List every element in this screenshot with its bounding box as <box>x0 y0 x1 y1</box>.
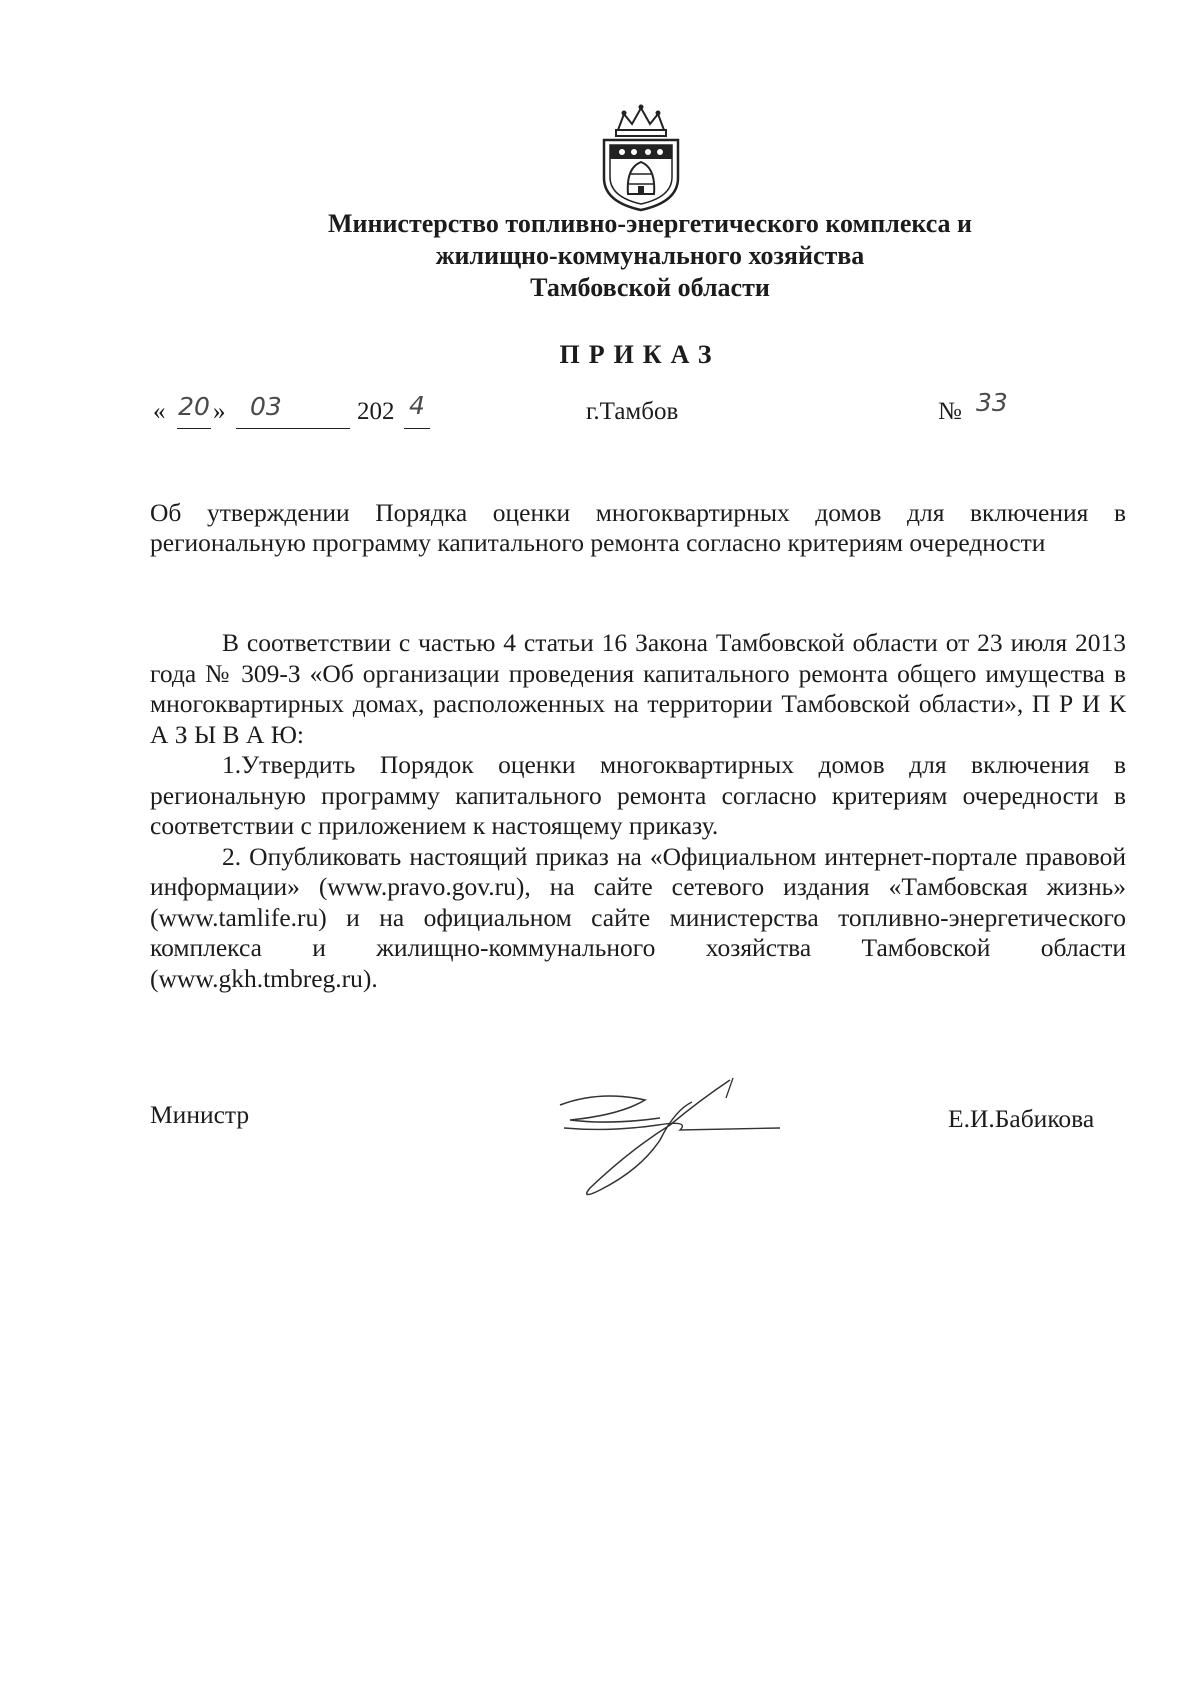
order-item-2: 2. Опубликовать настоящий приказ на «Официальном интернет-портале правовой информации» (www.pravo.gov.ru), на сайте сетевого издания «Тамбовская жизнь» (www.tamlife.ru) и на официальном сайте министерства топливно-энергетического комплекса и жилищно-коммунального хозяйства Тамбовской области (www.gkh.tmbreg.ru). <box>150 841 1126 993</box>
ministry-name-line-2: жилищно-коммунального хозяйства <box>435 241 865 270</box>
date-quote-close: » <box>213 398 226 425</box>
order-item-1: 1.Утвердить Порядок оценки многоквартирных домов для включения в региональную программу капитального ремонта согласно критериям очередности в соответствии с приложением к настоящему приказу. <box>150 750 1126 840</box>
date-year-prefix: 202 <box>357 398 395 425</box>
date-year-digit: 4 <box>404 392 430 429</box>
date-month: 03 <box>236 392 350 429</box>
order-subject: Об утверждении Порядка оценки многоквартирных домов для включения в региональную программу капитального ремонта согласно критериям очередности <box>150 498 1126 557</box>
ministry-header <box>150 208 1150 304</box>
ministry-name-line-3: Тамбовской области <box>530 273 770 302</box>
coat-of-arms-icon <box>596 102 686 212</box>
order-body <box>150 628 1126 994</box>
document-type-title: ПРИКАЗ <box>559 340 721 369</box>
place-of-issue: г.Тамбов <box>586 398 679 425</box>
date-day: 20 <box>177 392 211 429</box>
order-number: 33 <box>976 388 1008 417</box>
ministry-name-line-1: Министерство топливно-энергетического комплекса и <box>327 209 973 238</box>
order-number-label: № <box>938 398 962 425</box>
preamble-paragraph: В соответствии с частью 4 статьи 16 Закона Тамбовской области от 23 июля 2013 года № 309-З «Об организации проведения капитального ремонта общего имущества в многоквартирных домах, расположенных на территории Тамбовской области», П Р И К А З Ы В А Ю: <box>150 628 1126 749</box>
signatory-title: Министр <box>150 1100 250 1129</box>
handwritten-signature <box>540 1070 810 1210</box>
date-quote-open: « <box>153 398 166 425</box>
signatory-name: Е.И.Бабикова <box>948 1104 1095 1133</box>
